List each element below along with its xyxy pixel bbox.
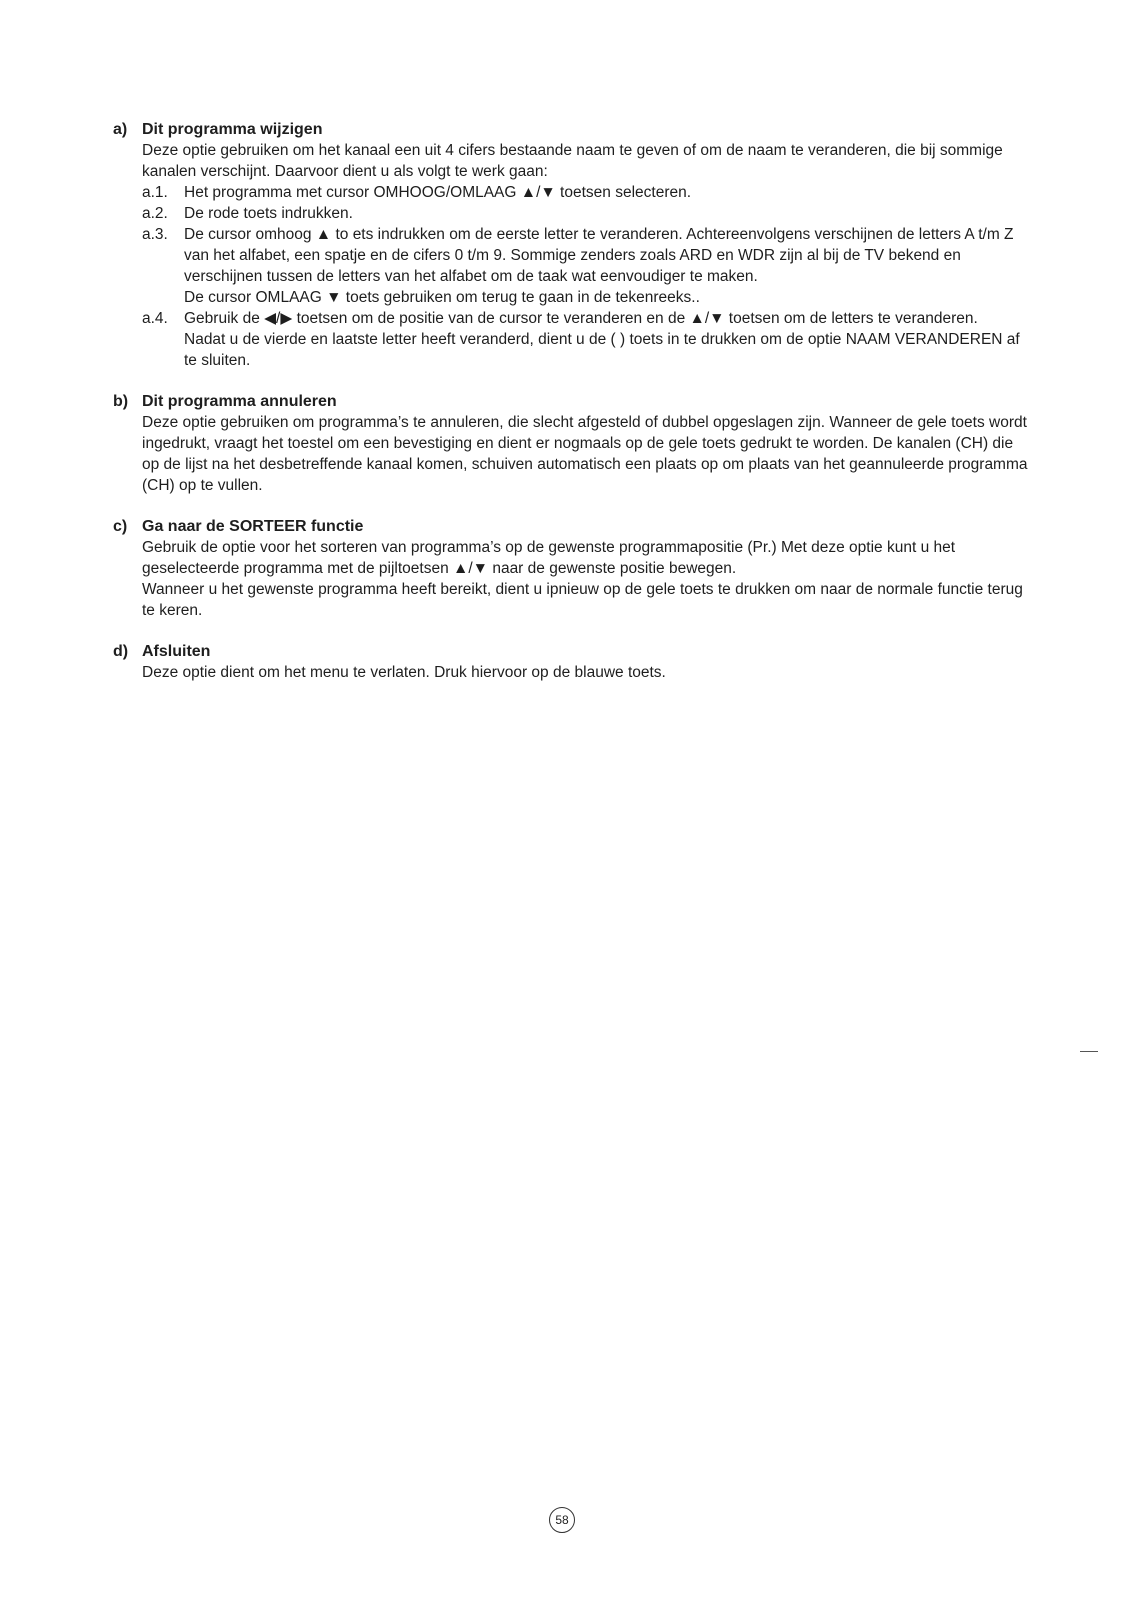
section-paragraph: Deze optie gebruiken om programma’s te annuleren, die slecht afgesteld of dubbel opgeslagen zijn. Wanneer de gele toets wordt ingedrukt, vraagt het toestel om een bevestiging en dient er nogmaals op de gele toets gedrukt te worden. De kanalen (CH) die op de lijst na het desbetreffende kanaal komen, schuiven automatisch een plaats op om plaats van het geannuleerde programma (CH) op te vullen. — [142, 414, 1028, 494]
section-title: Ga naar de SORTEER functie — [142, 518, 364, 535]
section-letter: a) — [113, 121, 128, 138]
section-letter: c) — [113, 518, 128, 535]
section-title: Dit programma annuleren — [142, 393, 337, 410]
margin-dash-mark — [1080, 1051, 1098, 1052]
step-item — [142, 308, 1033, 371]
step-label: a.1. — [142, 184, 168, 201]
step-text — [184, 224, 1033, 308]
section-b — [113, 391, 1033, 496]
step-text — [184, 182, 1033, 203]
section-paragraph: Wanneer u het gewenste programma heeft bereikt, dient u ipnieuw op de gele toets te drukken om naar de normale functie terug te keren. — [142, 581, 1023, 619]
section-title: Dit programma wijzigen — [142, 121, 323, 138]
step-label: a.3. — [142, 226, 168, 243]
section-paragraph: Deze optie dient om het menu te verlaten. Druk hiervoor op de blauwe toets. — [142, 664, 666, 681]
section-a — [113, 119, 1033, 371]
section-heading — [113, 516, 1033, 537]
page-number: 58 — [549, 1507, 575, 1533]
step-line: De cursor omhoog ▲ to ets indrukken om de eerste letter te veranderen. Achtereenvolgens verschijnen de letters A t/m Z van het alfabet, een spatje en de cifers 0 t/m 9. Sommige zenders zoals ARD en WDR zijn al bij de TV bekend en verschijnen tussen de letters van het alfabet om de taak wat eenvoudiger te maken. — [184, 226, 1014, 285]
section-paragraph: Gebruik de optie voor het sorteren van programma’s op de gewenste programmapositie (Pr.) Met deze optie kunt u het geselecteerde programma met de pijltoetsen ▲/▼ naar de gewenste positie bewegen. — [142, 539, 956, 577]
step-item — [142, 203, 1033, 224]
step-line: Gebruik de ◀/▶ toetsen om de positie van de cursor te veranderen en de ▲/▼ toetsen om de letters te veranderen. — [184, 310, 978, 327]
section-heading — [113, 641, 1033, 662]
section-heading — [113, 391, 1033, 412]
section-letter: d) — [113, 643, 129, 660]
step-label: a.2. — [142, 205, 168, 222]
section-heading — [113, 119, 1033, 140]
step-line: Nadat u de vierde en laatste letter heeft veranderd, dient u de ( ) toets in te drukken om de optie NAAM VERANDEREN af te sluiten. — [184, 331, 1020, 369]
step-line: Het programma met cursor OMHOOG/OMLAAG ▲/▼ toetsen selecteren. — [184, 184, 692, 201]
step-text — [184, 203, 1033, 224]
section-letter: b) — [113, 393, 129, 410]
step-line: De rode toets indrukken. — [184, 205, 353, 222]
section-title: Afsluiten — [142, 643, 211, 660]
section-paragraph: Deze optie gebruiken om het kanaal een uit 4 cifers bestaande naam te geven of om de naam te veranderen, die bij sommige kanalen verschijnt. Daarvoor dient u als volgt te werk gaan: — [142, 142, 1003, 180]
section-c — [113, 516, 1033, 621]
step-item — [142, 182, 1033, 203]
step-line: De cursor OMLAAG ▼ toets gebruiken om terug te gaan in de tekenreeks.. — [184, 289, 700, 306]
step-text — [184, 308, 1033, 371]
step-label: a.4. — [142, 310, 168, 327]
step-item — [142, 224, 1033, 308]
page-content — [113, 119, 1033, 703]
section-d — [113, 641, 1033, 683]
